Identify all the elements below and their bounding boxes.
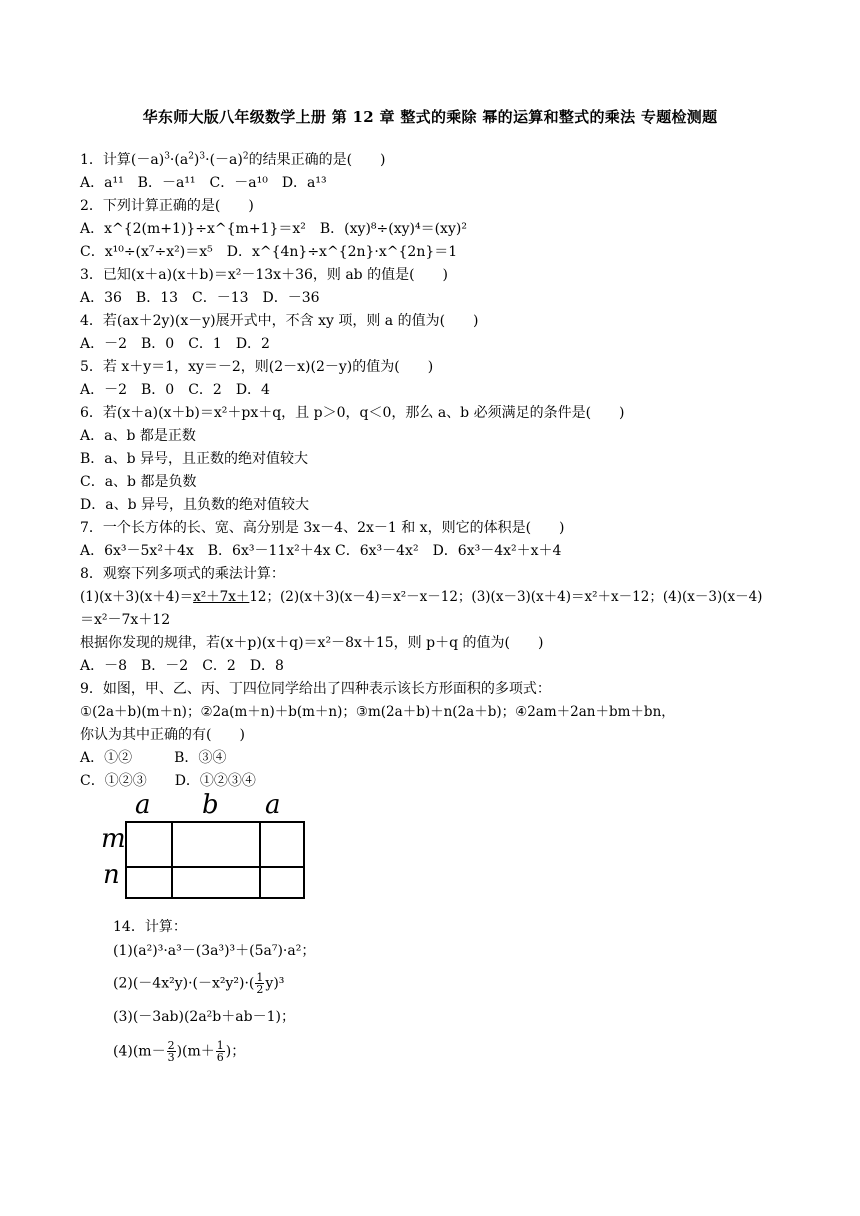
q1-stem: 1．计算$(-a)^3\cdot(a^2)^3\cdot(-a)^2$的结果正确的是( ) bbox=[80, 151, 386, 168]
q9-ask: 你认为其中正确的有( ) bbox=[80, 727, 245, 743]
q8-line3: 根据你发现的规律，若(x＋p)(x＋q)＝x²－8x＋15，则 p＋q 的值为( ) bbox=[80, 635, 544, 651]
fraction-two-thirds: $\frac{2}{3}$ bbox=[167, 1039, 175, 1064]
q6-option-b: B．a、b 异号，且正数的绝对值较大 bbox=[80, 451, 309, 467]
q14-part1: (1)(a²)³·a³－(3a³)³＋(5a⁷)·a²； bbox=[113, 943, 316, 959]
q5-options: A．－2 B．0 C．2 D．4 bbox=[80, 382, 270, 398]
fraction-one-sixth: $\frac{1}{6}$ bbox=[216, 1039, 224, 1064]
figure-outer-rect bbox=[126, 822, 304, 898]
q14-part4: (4)(m－ $\frac{2}{3}$ )(m＋ $\frac{1}{6}$ )； bbox=[113, 1039, 246, 1064]
q8-underlined-term: x²＋7x＋ bbox=[193, 589, 250, 605]
q6-option-d: D．a、b 异号，且负数的绝对值较大 bbox=[80, 497, 309, 513]
figure-label-b: b bbox=[202, 790, 219, 820]
q7-options: A．6x³－5x²＋4x B．6x³－11x²＋4x C．6x³－4x² D．6x³－4x²＋x＋4 bbox=[80, 543, 562, 559]
q6-option-a: A．a、b 都是正数 bbox=[80, 428, 196, 444]
figure-label-a-right: a bbox=[265, 790, 281, 820]
q4-options: A．－2 B．0 C．1 D．2 bbox=[80, 336, 270, 352]
q6-option-c: C．a、b 都是负数 bbox=[80, 474, 197, 490]
q7-stem: 7．一个长方体的长、宽、高分别是 3x－4、2x－1 和 x，则它的体积是( ) bbox=[80, 520, 565, 536]
q2-options-cd: C．x¹⁰÷(x⁷÷x²)＝x⁵ D．x^{4n}÷x^{2n}·x^{2n}＝1 bbox=[80, 244, 458, 260]
q14-part3: (3)(－3ab)(2a²b＋ab－1)； bbox=[113, 1009, 295, 1025]
fraction-half: $\frac{1}{2}$ bbox=[256, 971, 264, 996]
q8-line1: (1)(x＋3)(x＋4)＝x²＋7x＋12；(2)(x＋3)(x－4)＝x²－x－12；(3)(x－3)(x＋4)＝x²＋x－12；(4)(x－3)(x－4) bbox=[80, 589, 763, 605]
q5-stem: 5．若 x＋y＝1，xy＝－2，则(2－x)(2－y)的值为( ) bbox=[80, 359, 434, 375]
page-title: 华东师大版八年级数学上册 第 12 章 整式的乘除 幂的运算和整式的乘法 专题检测题 bbox=[142, 108, 718, 126]
q14-part2: (2)(－4x²y)·(－x²y²)·( $\frac{1}{2}$ y)³ bbox=[113, 971, 285, 996]
q9-expressions: ①(2a＋b)(m＋n)；②2a(m＋n)＋b(m＋n)；③m(2a＋b)＋n(2a＋b)；④2am＋2an＋bm＋bn， bbox=[80, 704, 675, 720]
figure-label-a-left: a bbox=[135, 790, 151, 820]
q8-line2: ＝x²－7x＋12 bbox=[80, 612, 171, 628]
q8-options: A．－8 B．－2 C．2 D．8 bbox=[80, 658, 284, 674]
q14-stem: 14．计算： bbox=[113, 919, 187, 935]
q4-stem: 4．若(ax＋2y)(x－y)展开式中，不含 xy 项，则 a 的值为( ) bbox=[80, 313, 479, 329]
q3-options: A．36 B．13 C．－13 D．－36 bbox=[80, 290, 320, 306]
q2-options-ab: A．x^{2(m+1)}÷x^{m+1}＝x² B．(xy)⁸÷(xy)⁴＝(xy)² bbox=[80, 221, 467, 237]
rectangle-figure bbox=[125, 821, 307, 901]
figure-label-m: m bbox=[101, 824, 126, 854]
q8-stem: 8．观察下列多项式的乘法计算： bbox=[80, 566, 285, 582]
q1-options: A．a¹¹ B．－a¹¹ C．－a¹⁰ D．a¹³ bbox=[80, 175, 327, 191]
figure-label-n: n bbox=[103, 860, 120, 890]
q9-options-ab: A．①② B．③④ bbox=[80, 750, 227, 766]
q3-stem: 3．已知(x＋a)(x＋b)＝x²－13x＋36，则 ab 的值是( ) bbox=[80, 267, 449, 283]
q6-stem: 6．若(x＋a)(x＋b)＝x²＋px＋q，且 p＞0，q＜0，那么 a、b 必须满足的条件是( ) bbox=[80, 405, 625, 421]
q2-stem: 2．下列计算正确的是( ) bbox=[80, 198, 254, 214]
q9-options-cd: C．①②③ D．①②③④ bbox=[80, 773, 256, 789]
q9-stem: 9．如图，甲、乙、丙、丁四位同学给出了四种表示该长方形面积的多项式： bbox=[80, 681, 551, 697]
